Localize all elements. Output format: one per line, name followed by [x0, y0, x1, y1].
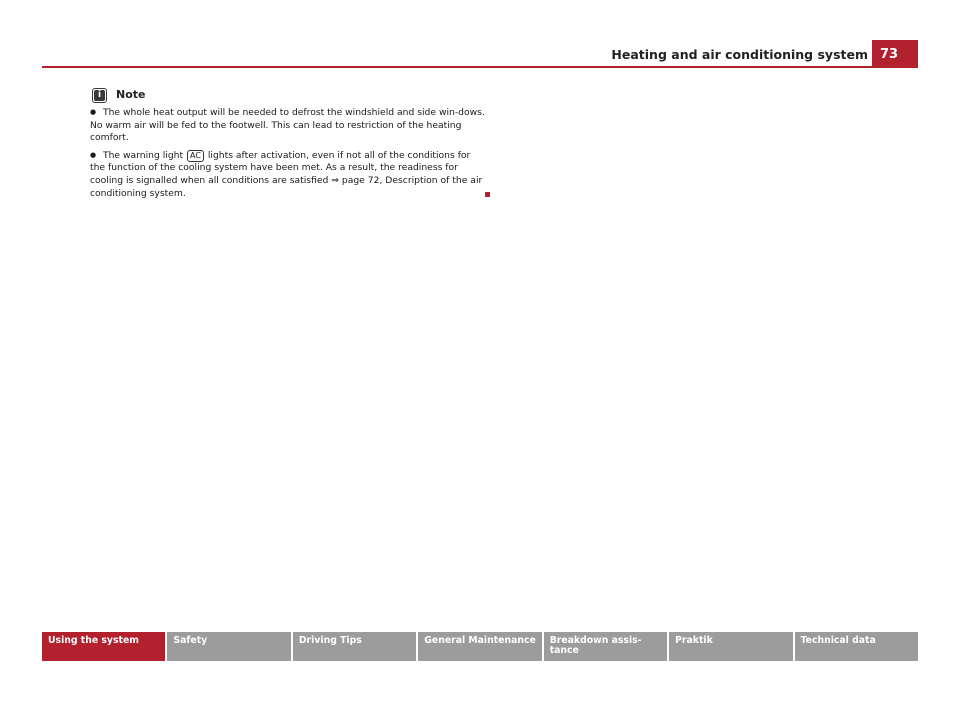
chapter-nav-bar — [42, 632, 918, 661]
note-block — [90, 86, 487, 204]
page-number: 73 — [872, 40, 918, 68]
nav-tab-technical-data[interactable]: Technical data — [795, 632, 918, 661]
bullet-icon: ● — [90, 150, 97, 159]
info-icon: i — [92, 88, 107, 103]
note-item-1 — [90, 106, 487, 145]
ac-key-symbol: AC — [187, 150, 204, 162]
note-item-1-text: The whole heat output will be needed to defrost the windshield and side win-dows. No warm air will be fed to the footwell. This can lead to restriction of the heating comfort. — [90, 107, 485, 144]
nav-tab-driving-tips[interactable]: Driving Tips — [293, 632, 416, 661]
section-end-mark — [485, 192, 490, 197]
nav-tab-safety[interactable]: Safety — [167, 632, 290, 661]
nav-tab-general-maintenance[interactable]: General Maintenance — [418, 632, 541, 661]
nav-tab-breakdown-assistance[interactable]: Breakdown assis-tance — [544, 632, 667, 661]
header-rule — [42, 66, 918, 68]
nav-tab-using-the-system[interactable]: Using the system — [42, 632, 165, 661]
note-title: Note — [116, 87, 146, 101]
bullet-icon: ● — [90, 108, 97, 116]
nav-tab-praktik[interactable]: Praktik — [669, 632, 792, 661]
note-item-2-text-after: lights after activation, even if not all of the conditions for the function of the cooling system have been met. As a result, the readiness for cooling is signalled when all conditions are satisfied ⇒ page 72, Description of the air conditioning system. — [90, 149, 483, 199]
note-item-2-text-before: The warning light — [103, 149, 187, 161]
section-title: Heating and air conditioning system — [611, 47, 868, 62]
note-header — [90, 86, 487, 104]
note-item-2 — [90, 149, 487, 200]
